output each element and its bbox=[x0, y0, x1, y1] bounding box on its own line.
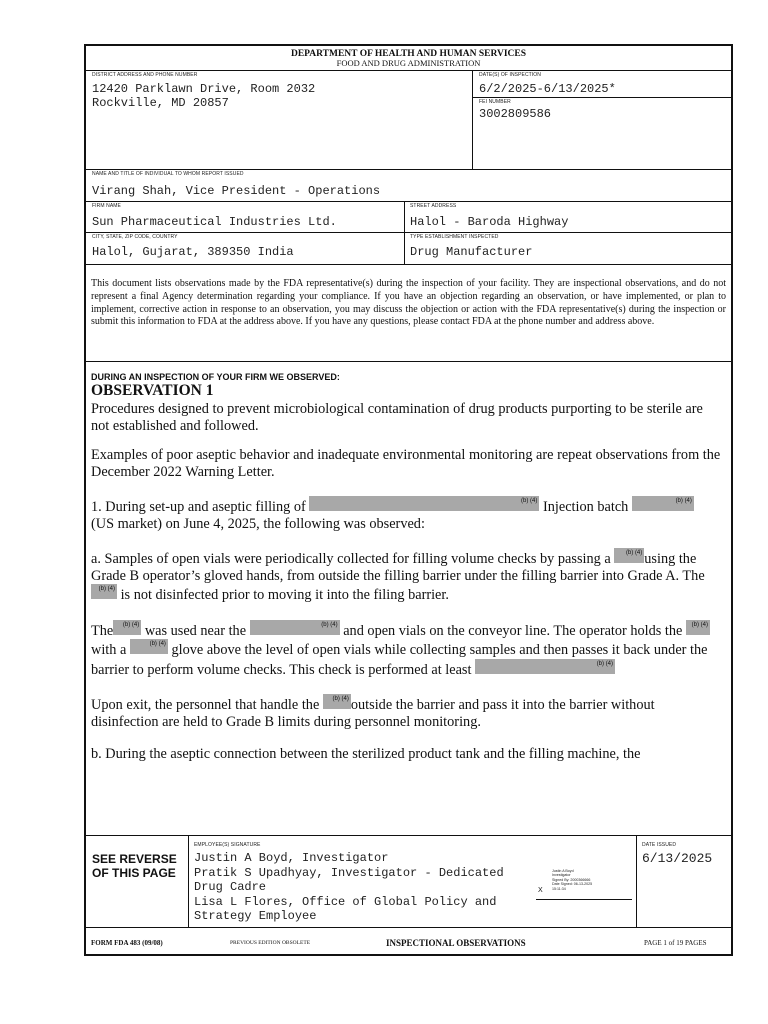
previous-edition-note: PREVIOUS EDITION OBSOLETE bbox=[230, 940, 311, 946]
see-reverse-notice: SEE REVERSE OF THIS PAGE bbox=[92, 852, 177, 880]
firm-name-value: Sun Pharmaceutical Industries Ltd. bbox=[92, 215, 337, 229]
employee-line: Justin A Boyd, Investigator bbox=[194, 851, 389, 865]
street-address-value: Halol - Baroda Highway bbox=[410, 215, 569, 229]
employee-list bbox=[194, 851, 504, 924]
observation-paragraph-3: 1. During set-up and aseptic filling of (b) (4) Injection batch (b) (4) (US market) on June 4, 2025, the following was observed: bbox=[91, 498, 692, 532]
date-issued-label: DATE ISSUED bbox=[642, 842, 677, 848]
establishment-type-label: TYPE ESTABLISHMENT INSPECTED bbox=[410, 234, 499, 240]
redaction-box: (b) (4) bbox=[475, 659, 615, 674]
street-address-label: STREET ADDRESS bbox=[410, 203, 457, 209]
form-header bbox=[86, 49, 731, 68]
employee-line: Pratik S Upadhyay, Investigator - Dedicated bbox=[194, 865, 504, 880]
agency-name: FOOD AND DRUG ADMINISTRATION bbox=[336, 58, 481, 68]
department-name: DEPARTMENT OF HEALTH AND HUMAN SERVICES bbox=[290, 49, 527, 59]
addressee-value: Virang Shah, Vice President - Operations bbox=[92, 184, 381, 198]
city-label: CITY, STATE, ZIP CODE, COUNTRY bbox=[92, 234, 178, 240]
redaction-box: (b) (4) bbox=[130, 639, 168, 654]
employee-line: Lisa L Flores, Office of Global Policy and bbox=[194, 894, 497, 909]
form-title: INSPECTIONAL OBSERVATIONS bbox=[386, 938, 526, 948]
employee-line: Strategy Employee bbox=[194, 909, 317, 924]
employee-signature-label: EMPLOYEE(S) SIGNATURE bbox=[194, 842, 261, 848]
district-address-line2: Rockville, MD 20857 bbox=[92, 96, 229, 110]
fda-483-form bbox=[84, 44, 733, 956]
redaction-box: (b) (4) bbox=[614, 548, 644, 563]
form-number: FORM FDA 483 (09/08) bbox=[91, 939, 163, 947]
establishment-type-value: Drug Manufacturer bbox=[410, 245, 533, 259]
electronic-signature: Justin A Boyd Investigator Signed By: 2000366666 Date Signed: 06-13-2025 15:11:34 bbox=[552, 869, 593, 891]
observation-paragraph-1: Procedures designed to prevent microbiological contamination of drug products purporting to be sterile are not established and followed. bbox=[91, 401, 703, 434]
observation-paragraph-2: Examples of poor aseptic behavior and inadequate environmental monitoring are repeat observations from the December 2022 Warning Letter. bbox=[91, 447, 721, 480]
redaction-box: (b) (4) bbox=[91, 584, 117, 599]
redaction-box: (b) (4) bbox=[113, 620, 141, 635]
addressee-label: NAME AND TITLE OF INDIVIDUAL TO WHOM REPORT ISSUED bbox=[92, 171, 244, 177]
signature-x-mark: X bbox=[538, 887, 543, 894]
observation-paragraph-6: Upon exit, the personnel that handle the (b) (4) outside the barrier and pass it into the barrier without disinfection are held to Grade B limits during personnel monitoring. bbox=[91, 696, 655, 730]
redaction-box: (b) (4) bbox=[309, 496, 539, 511]
observation-title: OBSERVATION 1 bbox=[91, 382, 214, 399]
signature-line bbox=[536, 899, 632, 900]
redaction-box: (b) (4) bbox=[323, 694, 351, 709]
redaction-box: (b) (4) bbox=[250, 620, 340, 635]
observations-section bbox=[91, 372, 723, 763]
disclaimer-text: This document lists observations made by the FDA representative(s) during the inspection of your facility. They are inspectional observations, and do not represent a final Agency determination regarding your compliance. If you have an objection regarding an observation, or have implemented, or plan to implement, corrective action in response to an observation, you may discuss the objection or action with the FDA representative(s) during the inspection or submit this information to FDA at the address above. If you have any questions, please contact FDA at the phone number and address above. bbox=[91, 278, 726, 328]
observations-intro: DURING AN INSPECTION OF YOUR FIRM WE OBSERVED: bbox=[91, 372, 340, 382]
observation-paragraph-5: The (b) (4) was used near the (b) (4) and open vials on the conveyor line. The operator holds the (b) (4) with a (b) (4) glove above the level of open vials while collecting samples and then passes it back under the barrier to perform volume checks. This check is performed at least (b) (4) bbox=[91, 621, 708, 678]
redaction-box: (b) (4) bbox=[632, 496, 694, 511]
employee-line: Drug Cadre bbox=[194, 880, 267, 895]
observation-paragraph-4: a. Samples of open vials were periodically collected for filling volume checks by passing a (b) (4) using the Grade B operator’s gloved hands, from outside the filling barrier under the filling barrier into Grade A. The (b) (4) is not disinfected prior to moving it into the filing barrier. bbox=[91, 550, 705, 603]
inspection-dates-value: 6/2/2025-6/13/2025* bbox=[479, 82, 616, 96]
date-issued-value: 6/13/2025 bbox=[642, 851, 713, 866]
district-label: DISTRICT ADDRESS AND PHONE NUMBER bbox=[92, 72, 198, 78]
observation-paragraph-7: b. During the aseptic connection between the sterilized product tank and the filling machine, the bbox=[91, 746, 641, 762]
district-address-line1: 12420 Parklawn Drive, Room 2032 bbox=[92, 82, 316, 96]
firm-name-label: FIRM NAME bbox=[92, 203, 121, 209]
redaction-box: (b) (4) bbox=[686, 620, 710, 635]
page-count: PAGE 1 of 19 PAGES bbox=[644, 939, 707, 947]
fei-number-label: FEI NUMBER bbox=[479, 99, 511, 105]
city-value: Halol, Gujarat, 389350 India bbox=[92, 245, 294, 259]
inspection-dates-label: DATE(S) OF INSPECTION bbox=[479, 72, 542, 78]
fei-number-value: 3002809586 bbox=[479, 107, 552, 121]
